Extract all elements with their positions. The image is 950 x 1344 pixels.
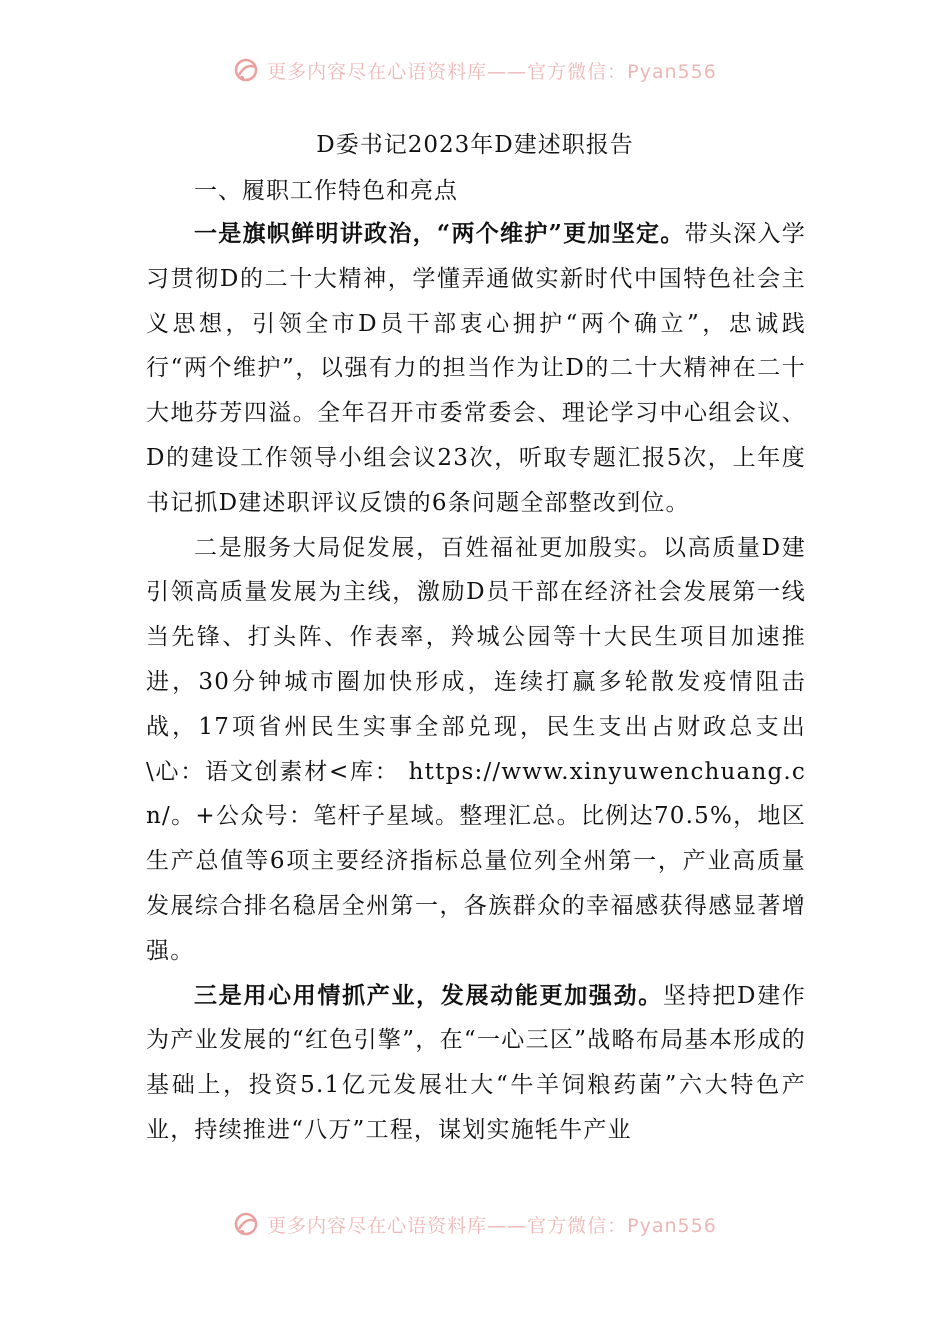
section-heading: 一、履职工作特色和亮点 (194, 178, 458, 204)
paragraph-body: 以高质量D建引领高质量发展为主线，激励D员干部在经济社会发展第一线当先锋、打头阵、作表率，羚城公园等十大民生项目加速推进，30分钟城市圈加快形成，连续打赢多轮散发疫情阻击战，17项省州民生实事全部兑现，民生支出占财政总支出\心：语文创素材<库： https://www.xinyuwenchuang.cn/。+公众号：笔杆子星域。整理汇总。比例达70.5%，地区生产总值等6项主要经济指标总量位列全州第一，产业高质量发展综合排名稳居全州第一，各族群众的幸福感获得感显著增强。 (146, 534, 806, 964)
paragraph-3 (146, 974, 806, 1153)
document-body (146, 170, 806, 1153)
watermark-header (0, 50, 950, 90)
paragraph-body: 带头深入学习贯彻D的二十大精神，学懂弄通做实新时代中国特色社会主义思想，引领全市D员干部衷心拥护“两个确立”，忠诚践行“两个维护”，以强有力的担当作为让D的二十大精神在二十大地芬芳四溢。全年召开市委常委会、理论学习中心组会议、D的建设工作领导小组会议23次，听取专题汇报5次，上年度书记抓D建述职评议反馈的6条问题全部整改到位。 (146, 221, 806, 516)
paragraph-body: 坚持把D建作为产业发展的“红色引擎”，在“一心三区”战略布局基本形成的基础上，投资5.1亿元发展壮大“牛羊饲粮药菌”六大特色产业，持续推进“八万”工程，谋划实施牦牛产业 (146, 982, 806, 1143)
paragraph-1 (146, 212, 806, 526)
logo-icon (233, 1211, 259, 1237)
watermark-footer (0, 1204, 950, 1244)
paragraph-lead: 三是用心用情抓产业，发展动能更加强劲。 (194, 981, 663, 1009)
watermark-text: 更多内容尽在心语资料库——官方微信：Pyan556 (267, 60, 717, 83)
paragraph-lead: 二是服务大局促发展，百姓福祉更加殷实。 (194, 534, 663, 561)
paragraph-lead: 一是旗帜鲜明讲政治，“两个维护”更加坚定。 (194, 220, 685, 247)
paragraph-2 (146, 526, 806, 974)
watermark-text: 更多内容尽在心语资料库——官方微信：Pyan556 (267, 1214, 717, 1237)
logo-icon (233, 57, 259, 83)
document-title: D委书记2023年D建述职报告 (316, 132, 634, 158)
